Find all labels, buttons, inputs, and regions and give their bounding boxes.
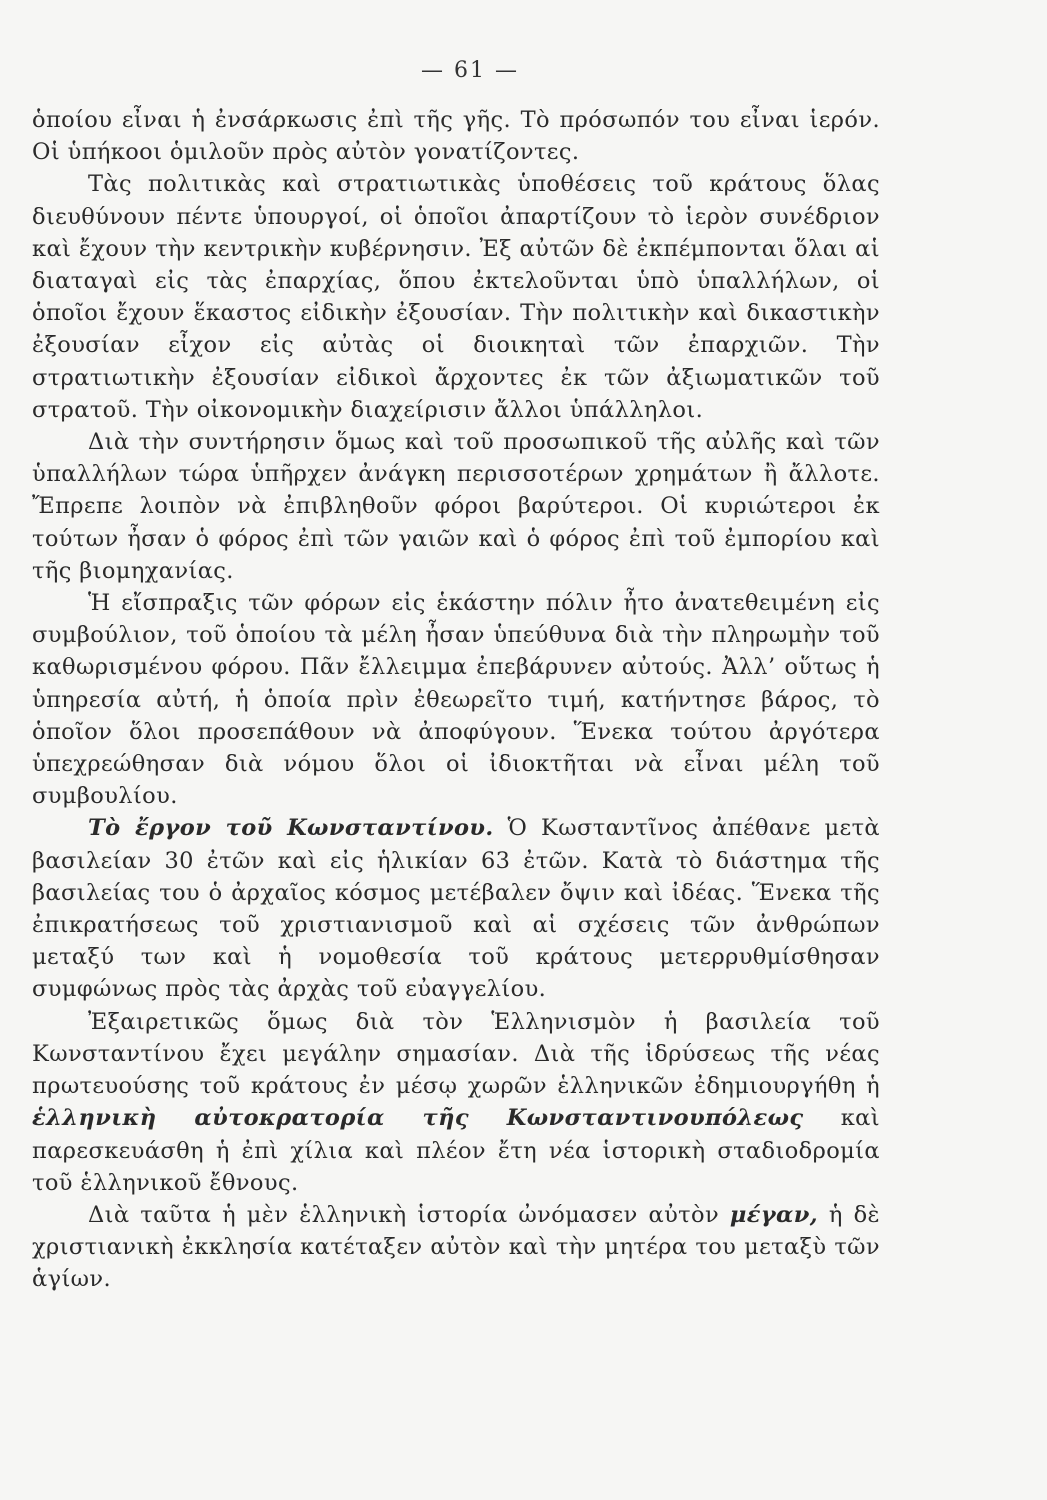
paragraph-text: Ὁ Κωσταντῖνος ἀπέθανε μετὰ βασιλείαν 30 ἐτῶν καὶ εἰς ἡλικίαν 63 ἐτῶν. Κατὰ τὸ διάστημα τῆς βασιλείας του ὁ ἀρχαῖος κόσμος μετέβαλεν ὄψιν καὶ ἰδέας. Ἕνεκα τῆς ἐπικρατήσεως τοῦ χριστιανισμοῦ καὶ αἱ σχέσεις τῶν ἀνθρώπων μεταξύ των καὶ ἡ νομοθεσία τοῦ κράτους μετερρυθμίσθησαν συμφώνως πρὸς τὰς ἀρχὰς τοῦ εὐαγγελίου. <box>32 815 881 1003</box>
paragraph <box>32 426 880 587</box>
paragraph <box>32 104 880 168</box>
paragraph-text: Διὰ ταῦτα ἡ μὲν ἑλληνικὴ ἱστορία ὠνόμασεν αὐτὸν <box>88 1201 730 1228</box>
emphasized-text: μέγαν, <box>729 1201 819 1228</box>
paragraph-text: καὶ παρεσκευάσθη ἡ ἐπὶ χίλια καὶ πλέον ἔτη νέα ἱστορικὴ σταδιοδρομία τοῦ ἑλληνικοῦ ἔθνους. <box>32 1105 880 1196</box>
paragraph <box>32 587 880 812</box>
page-number: — 61 — <box>421 58 519 83</box>
paragraph <box>32 168 880 426</box>
paragraph-text: ὁποίου εἶναι ἡ ἐνσάρκωσις ἐπὶ τῆς γῆς. Τὸ πρόσωπόν του εἶναι ἱερόν. Οἱ ὑπήκοοι ὁμιλοῦν πρὸς αὐτὸν γονατίζοντες. <box>32 107 880 166</box>
paragraph-text: Ἐξαιρετικῶς ὅμως διὰ τὸν Ἑλληνισμὸν ἡ βασιλεία τοῦ Κωνσταντίνου ἔχει μεγάλην σημασίαν. Διὰ τῆς ἱδρύσεως τῆς νέας πρωτευούσης τοῦ κράτους ἐν μέσῳ χωρῶν ἑλληνικῶν ἐδημιουργήθη ἡ <box>32 1008 880 1100</box>
paragraph <box>32 812 880 1005</box>
paragraph <box>32 1199 880 1296</box>
emphasized-text: ἑλληνικὴ αὐτοκρατορία τῆς Κωνσταντινουπόλεως <box>32 1105 804 1132</box>
body-text <box>32 104 880 1296</box>
paragraph-text: ἡ δὲ χριστιανικὴ ἐκκλησία κατέταξεν αὐτὸν καὶ τὴν μητέρα του μεταξὺ τῶν ἁγίων. <box>32 1201 880 1293</box>
paragraph-text: Διὰ τὴν συντήρησιν ὅμως καὶ τοῦ προσωπικοῦ τῆς αὐλῆς καὶ τῶν ὑπαλλήλων τώρα ὑπῆρχεν ἀνάγκη περισσοτέρων χρημάτων ἢ ἄλλοτε. Ἔπρεπε λοιπὸν νὰ ἐπιβληθοῦν φόροι βαρύτεροι. Οἱ κυριώτεροι ἐκ τούτων ἦσαν ὁ φόρος ἐπὶ τῶν γαιῶν καὶ ὁ φόρος ἐπὶ τοῦ ἐμπορίου καὶ τῆς βιομηχανίας. <box>32 429 880 584</box>
paragraph-text: Ἡ εἴσπραξις τῶν φόρων εἰς ἑκάστην πόλιν ἦτο ἀνατεθειμένη εἰς συμβούλιον, τοῦ ὁποίου τὰ μέλη ἦσαν ὑπεύθυνα διὰ τὴν πληρωμὴν τοῦ καθωρισμένου φόρου. Πᾶν ἔλλειμμα ἐπεβάρυνεν αὐτούς. Ἀλλ’ οὕτως ἡ ὑπηρεσία αὐτή, ἡ ὁποία πρὶν ἐθεωρεῖτο τιμή, κατήντησε βάρος, τὸ ὁποῖον ὅλοι προσεπάθουν νὰ ἀποφύγουν. Ἕνεκα τούτου ἀργότερα ὑπεχρεώθησαν διὰ νόμου ὅλοι οἱ ἰδιοκτῆται νὰ εἶναι μέλη τοῦ συμβουλίου. <box>32 590 880 810</box>
paragraph <box>32 1006 880 1199</box>
paragraph-text: Τὰς πολιτικὰς καὶ στρατιωτικὰς ὑποθέσεις τοῦ κράτους ὅλας διευθύνουν πέντε ὑπουργοί, οἱ ὁποῖοι ἀπαρτίζουν τὸ ἱερὸν συνέδριον καὶ ἔχουν τὴν κεντρικὴν κυβέρνησιν. Ἐξ αὐτῶν δὲ ἐκπέμπονται ὅλαι αἱ διαταγαὶ εἰς τὰς ἐπαρχίας, ὅπου ἐκτελοῦνται ὑπὸ ὑπαλλήλων, οἱ ὁποῖοι ἔχουν ἕκαστος εἰδικὴν ἐξουσίαν. Τὴν πολιτικὴν καὶ δικαστικὴν ἐξουσίαν εἶχον εἰς αὐτὰς οἱ διοικηταὶ τῶν ἐπαρχιῶν. Τὴν στρατιωτικὴν ἐξουσίαν εἰδικοὶ ἄρχοντες ἐκ τῶν ἀξιωματικῶν τοῦ στρατοῦ. Τὴν οἰκονομικὴν διαχείρισιν ἄλλοι ὑπάλληλοι. <box>32 171 880 423</box>
emphasized-text: Τὸ ἔργον τοῦ Κωνσταντίνου. <box>88 815 494 842</box>
